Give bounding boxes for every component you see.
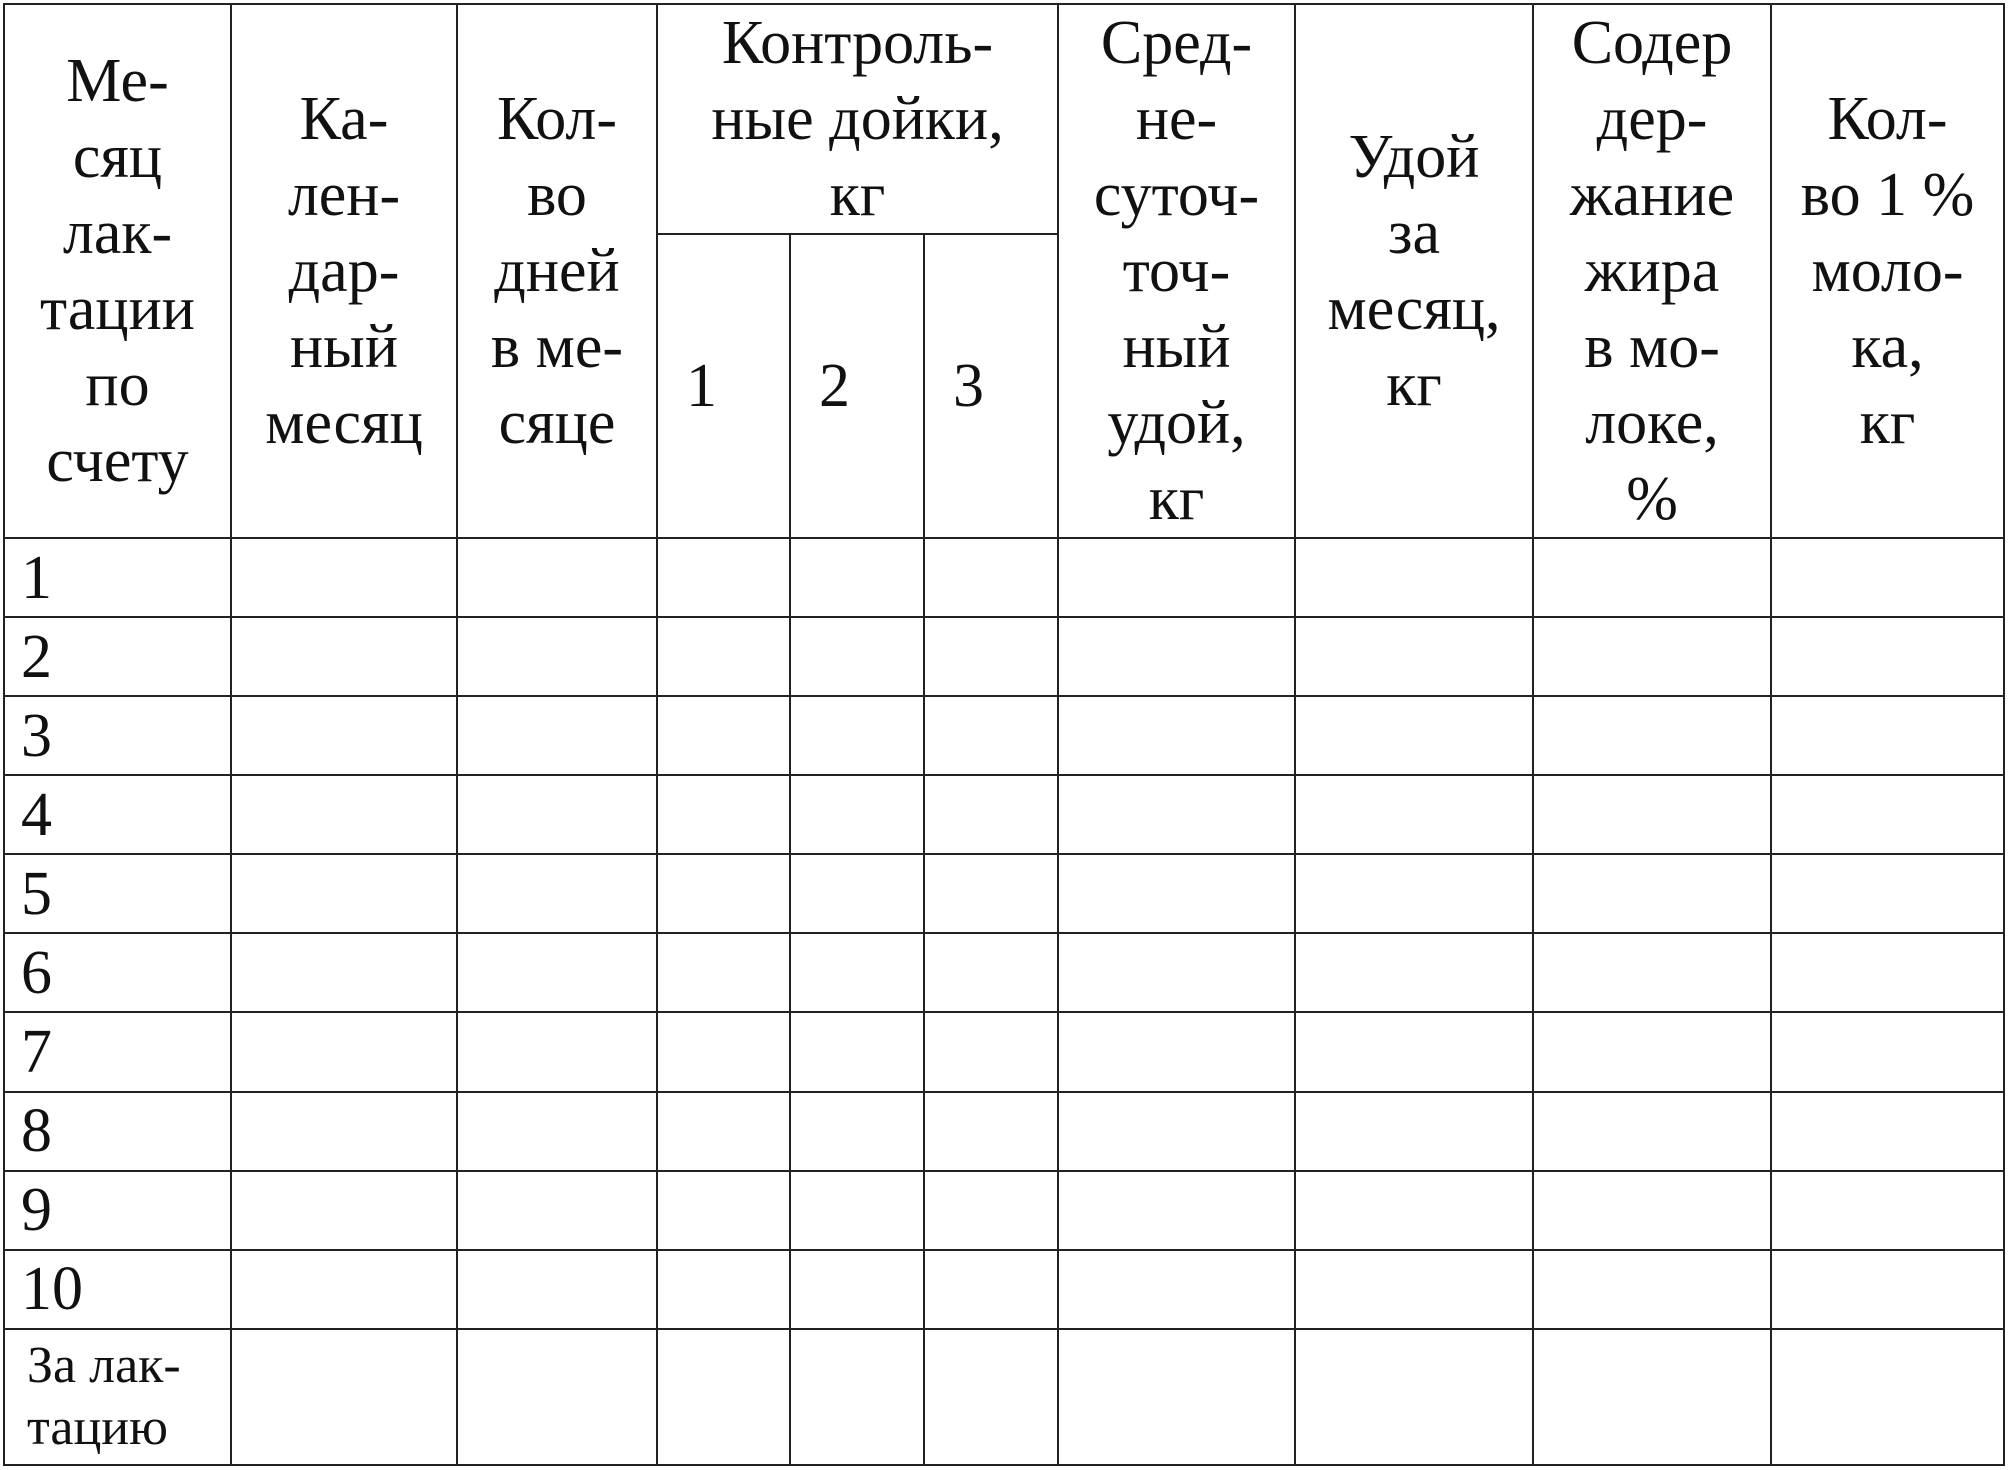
empty-cell xyxy=(1771,1012,2004,1091)
table-row xyxy=(4,538,2004,617)
empty-cell xyxy=(790,1250,924,1329)
empty-cell xyxy=(1058,617,1295,696)
empty-cell xyxy=(657,1250,790,1329)
empty-cell xyxy=(924,1329,1058,1465)
row-number: 8 xyxy=(4,1092,231,1171)
header-control-milking-1: 1 xyxy=(657,234,790,538)
table-row xyxy=(4,696,2004,775)
empty-cell xyxy=(1295,1329,1533,1465)
empty-cell xyxy=(790,617,924,696)
empty-cell xyxy=(1771,854,2004,933)
empty-cell xyxy=(231,1329,457,1465)
table-row xyxy=(4,617,2004,696)
empty-cell xyxy=(457,1171,657,1250)
empty-cell xyxy=(924,538,1058,617)
table-row xyxy=(4,1171,2004,1250)
empty-cell xyxy=(231,1171,457,1250)
header-one-percent-milk: Кол- во 1 % моло- ка, кг xyxy=(1771,4,2004,538)
empty-cell xyxy=(657,854,790,933)
empty-cell xyxy=(1058,775,1295,854)
empty-cell xyxy=(1295,538,1533,617)
row-number: 2 xyxy=(4,617,231,696)
empty-cell xyxy=(924,854,1058,933)
header-fat-content: Содер дер- жание жира в мо- локе, % xyxy=(1533,4,1771,538)
empty-cell xyxy=(457,1329,657,1465)
empty-cell xyxy=(1771,617,2004,696)
row-number: 1 xyxy=(4,538,231,617)
empty-cell xyxy=(1295,933,1533,1012)
empty-cell xyxy=(924,1171,1058,1250)
header-control-milking-3: 3 xyxy=(924,234,1058,538)
empty-cell xyxy=(457,538,657,617)
table-row xyxy=(4,1250,2004,1329)
header-month-of-lactation: Ме- сяц лак- тации по счету xyxy=(4,4,231,538)
empty-cell xyxy=(790,1329,924,1465)
empty-cell xyxy=(924,1250,1058,1329)
empty-cell xyxy=(1058,1092,1295,1171)
empty-cell xyxy=(231,1012,457,1091)
empty-cell xyxy=(1771,933,2004,1012)
empty-cell xyxy=(1533,1012,1771,1091)
empty-cell xyxy=(1058,696,1295,775)
table-row xyxy=(4,775,2004,854)
empty-cell xyxy=(657,933,790,1012)
empty-cell xyxy=(1058,854,1295,933)
empty-cell xyxy=(457,854,657,933)
header-calendar-month: Ка- лен- дар- ный месяц xyxy=(231,4,457,538)
empty-cell xyxy=(1533,933,1771,1012)
empty-cell xyxy=(1771,1250,2004,1329)
empty-cell xyxy=(1771,775,2004,854)
row-number: 6 xyxy=(4,933,231,1012)
empty-cell xyxy=(231,854,457,933)
table-row xyxy=(4,933,2004,1012)
empty-cell xyxy=(657,775,790,854)
empty-cell xyxy=(457,775,657,854)
empty-cell xyxy=(457,1012,657,1091)
empty-cell xyxy=(657,696,790,775)
empty-cell xyxy=(1058,1329,1295,1465)
empty-cell xyxy=(231,933,457,1012)
empty-cell xyxy=(1533,1329,1771,1465)
header-days-in-month: Кол- во дней в ме- сяце xyxy=(457,4,657,538)
empty-cell xyxy=(1058,1012,1295,1091)
table-row xyxy=(4,1092,2004,1171)
row-number: 10 xyxy=(4,1250,231,1329)
empty-cell xyxy=(1058,1250,1295,1329)
empty-cell xyxy=(1295,617,1533,696)
empty-cell xyxy=(924,696,1058,775)
empty-cell xyxy=(457,1092,657,1171)
empty-cell xyxy=(657,1092,790,1171)
empty-cell xyxy=(790,775,924,854)
empty-cell xyxy=(1058,1171,1295,1250)
empty-cell xyxy=(790,696,924,775)
empty-cell xyxy=(657,1329,790,1465)
empty-cell xyxy=(1295,854,1533,933)
empty-cell xyxy=(657,1012,790,1091)
empty-cell xyxy=(231,538,457,617)
empty-cell xyxy=(1533,854,1771,933)
empty-cell xyxy=(1295,1250,1533,1329)
header-avg-daily-yield: Сред- не- суточ- точ- ный удой, кг xyxy=(1058,4,1295,538)
empty-cell xyxy=(924,775,1058,854)
empty-cell xyxy=(1771,1171,2004,1250)
empty-cell xyxy=(457,933,657,1012)
empty-cell xyxy=(1771,696,2004,775)
empty-cell xyxy=(1295,696,1533,775)
empty-cell xyxy=(457,1250,657,1329)
empty-cell xyxy=(1771,538,2004,617)
empty-cell xyxy=(657,1171,790,1250)
empty-cell xyxy=(924,1092,1058,1171)
table-row xyxy=(4,854,2004,933)
empty-cell xyxy=(1771,1092,2004,1171)
row-number: 9 xyxy=(4,1171,231,1250)
row-number: 4 xyxy=(4,775,231,854)
empty-cell xyxy=(1533,696,1771,775)
empty-cell xyxy=(1295,1171,1533,1250)
empty-cell xyxy=(1533,1092,1771,1171)
row-number: 3 xyxy=(4,696,231,775)
empty-cell xyxy=(1058,933,1295,1012)
empty-cell xyxy=(457,696,657,775)
empty-cell xyxy=(231,1092,457,1171)
empty-cell xyxy=(1533,538,1771,617)
empty-cell xyxy=(924,617,1058,696)
empty-cell xyxy=(231,617,457,696)
empty-cell xyxy=(790,854,924,933)
empty-cell xyxy=(231,696,457,775)
empty-cell xyxy=(1295,775,1533,854)
empty-cell xyxy=(924,1012,1058,1091)
empty-cell xyxy=(1295,1012,1533,1091)
row-number: 5 xyxy=(4,854,231,933)
empty-cell xyxy=(657,617,790,696)
empty-cell xyxy=(1533,775,1771,854)
empty-cell xyxy=(1533,1171,1771,1250)
table-row-total xyxy=(4,1329,2004,1465)
empty-cell xyxy=(790,1012,924,1091)
empty-cell xyxy=(1295,1092,1533,1171)
empty-cell xyxy=(924,933,1058,1012)
empty-cell xyxy=(457,617,657,696)
header-control-milkings: Контроль- ные дойки, кг xyxy=(657,4,1058,234)
empty-cell xyxy=(1771,1329,2004,1465)
empty-cell xyxy=(790,1171,924,1250)
empty-cell xyxy=(790,933,924,1012)
empty-cell xyxy=(790,1092,924,1171)
row-number: 7 xyxy=(4,1012,231,1091)
empty-cell xyxy=(1058,538,1295,617)
empty-cell xyxy=(1533,1250,1771,1329)
empty-cell xyxy=(1533,617,1771,696)
header-monthly-yield: Удой за месяц, кг xyxy=(1295,4,1533,538)
empty-cell xyxy=(657,538,790,617)
empty-cell xyxy=(231,1250,457,1329)
total-row-label: За лак- тацию xyxy=(4,1329,231,1465)
empty-cell xyxy=(790,538,924,617)
table-row xyxy=(4,1012,2004,1091)
lactation-table xyxy=(3,3,2005,1466)
empty-cell xyxy=(231,775,457,854)
header-control-milking-2: 2 xyxy=(790,234,924,538)
